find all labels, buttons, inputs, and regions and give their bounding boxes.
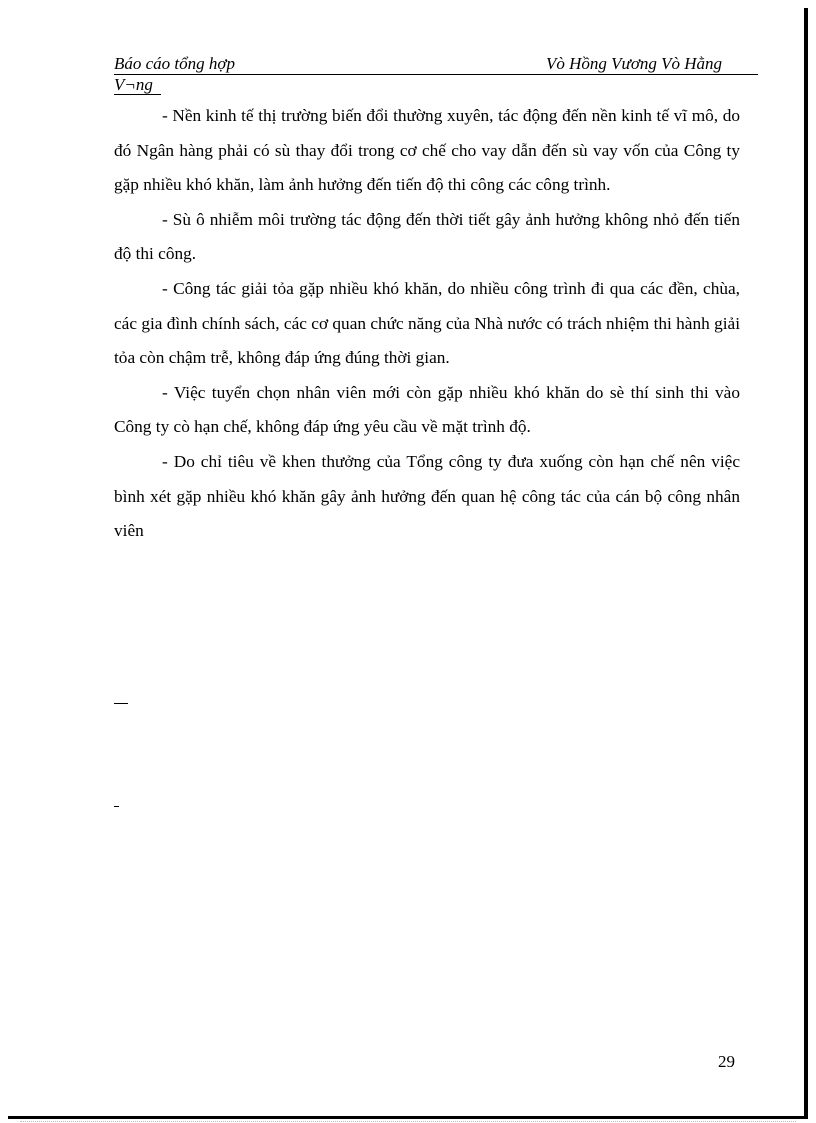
header-report-title: Báo cáo tổng hợp [114, 54, 235, 73]
header-author-names-continued: V¬ng [114, 75, 161, 95]
page-header [114, 54, 758, 94]
header-author-names: Vò Hồng Vương Vò Hằng [546, 54, 723, 73]
paragraph-recruitment: - Việc tuyển chọn nhân viên mới còn gặp nhiều khó khăn do sè thí sinh thi vào Công ty cò hạn chế, không đáp ứng yêu cầu về mặt trình độ. [114, 382, 740, 437]
header-line [114, 54, 758, 75]
page-edge-dotted-line [20, 1121, 796, 1122]
page-number: 29 [718, 1052, 735, 1071]
paragraph-environment: - Sù ô nhiễm môi trường tác động đến thời tiết gây ảnh hưởng không nhỏ đến tiến độ thi công. [114, 209, 740, 264]
page-shadow-bottom [8, 1116, 808, 1119]
page-shadow-right [804, 8, 808, 1116]
stray-dash-mark [114, 703, 128, 704]
paragraph-clearance: - Công tác giải tỏa gặp nhiều khó khăn, do nhiều công trình đi qua các đền, chùa, các gia đình chính sách, các cơ quan chức năng của Nhà nước có trách nhiệm thi hành giải tỏa còn chậm trễ, không đáp ứng đúng thời gian. [114, 278, 740, 368]
paragraph-rewards: - Do chỉ tiêu về khen thưởng của Tổng công ty đưa xuống còn hạn chế nên việc bình xét gặp nhiều khó khăn gây ảnh hưởng đến quan hệ công tác của cán bộ công nhân viên [114, 451, 740, 541]
paragraph-market-economy: - Nền kinh tế thị trường biến đổi thường xuyên, tác động đến nền kinh tế vĩ mô, do đó Ngân hàng phải có sù thay đổi trong cơ chế cho vay dẫn đến sù vay vốn của Công ty gặp nhiều khó khăn, làm ảnh hưởng đến tiến độ thi công các công trình. [114, 106, 740, 195]
stray-dash-mark-small [114, 806, 119, 807]
body-text [114, 99, 740, 549]
